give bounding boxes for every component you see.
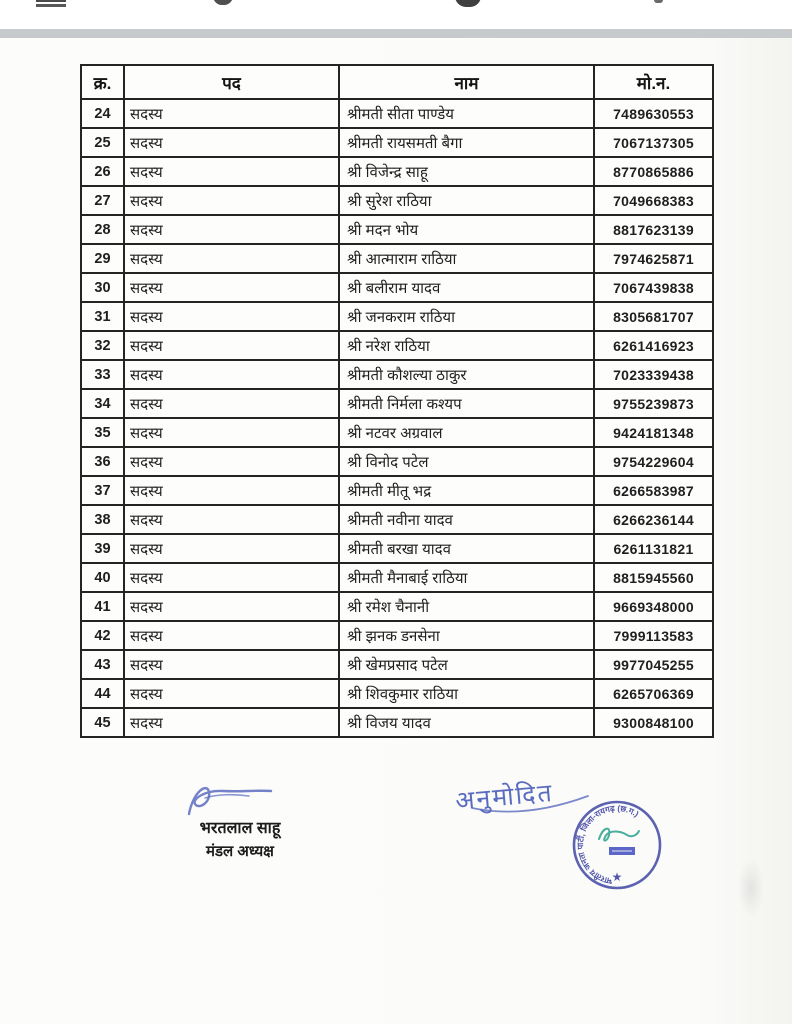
table-row (81, 505, 713, 534)
table-row (81, 650, 713, 679)
serial-cell: 27 (81, 186, 124, 215)
table-row (81, 592, 713, 621)
mobile-cell: 9977045255 (594, 650, 713, 679)
serial-cell: 43 (81, 650, 124, 679)
position-cell: सदस्य (124, 186, 339, 215)
name-cell: श्री नरेश राठिया (339, 331, 594, 360)
serial-cell: 24 (81, 99, 124, 128)
name-cell: श्रीमती मैनाबाई राठिया (339, 563, 594, 592)
mobile-cell: 7974625871 (594, 244, 713, 273)
table-row (81, 215, 713, 244)
position-cell: सदस्य (124, 99, 339, 128)
serial-cell: 29 (81, 244, 124, 273)
position-cell: सदस्य (124, 244, 339, 273)
serial-cell: 44 (81, 679, 124, 708)
mobile-cell: 9754229604 (594, 447, 713, 476)
position-cell: सदस्य (124, 128, 339, 157)
serial-cell: 33 (81, 360, 124, 389)
stamp-inner-signature (599, 829, 639, 841)
name-cell: श्री शिवकुमार राठिया (339, 679, 594, 708)
table-row (81, 186, 713, 215)
mobile-cell: 7067439838 (594, 273, 713, 302)
position-cell: सदस्य (124, 273, 339, 302)
mobile-cell: 6265706369 (594, 679, 713, 708)
name-cell: श्री विजेन्द्र साहू (339, 157, 594, 186)
mobile-cell: 8815945560 (594, 563, 713, 592)
table-row (81, 244, 713, 273)
name-cell: श्रीमती रायसमती बैगा (339, 128, 594, 157)
signatory-name: भरतलाल साहू (199, 820, 281, 837)
toolbar-divider (0, 29, 792, 38)
name-cell: श्रीमती सीता पाण्डेय (339, 99, 594, 128)
header-position: पद (124, 65, 339, 99)
mobile-cell: 7999113583 (594, 621, 713, 650)
mobile-cell: 7049668383 (594, 186, 713, 215)
mobile-cell: 8817623139 (594, 215, 713, 244)
table-row (81, 360, 713, 389)
position-cell: सदस्य (124, 389, 339, 418)
position-cell: सदस्य (124, 679, 339, 708)
rounded-icon[interactable] (455, 0, 481, 7)
serial-cell: 25 (81, 128, 124, 157)
name-cell: श्री बलीराम यादव (339, 273, 594, 302)
name-cell: श्री मदन भोय (339, 215, 594, 244)
serial-cell: 28 (81, 215, 124, 244)
name-cell: श्री सुरेश राठिया (339, 186, 594, 215)
dot-icon[interactable] (654, 0, 663, 3)
stamp-star-icon: ★ (611, 870, 623, 884)
mobile-cell: 8305681707 (594, 302, 713, 331)
members-table (80, 64, 714, 738)
position-cell: सदस्य (124, 331, 339, 360)
mobile-cell: 7067137305 (594, 128, 713, 157)
position-cell: सदस्य (124, 302, 339, 331)
stamp-ring-text: भारतीय जनता पार्टी, जिला-रायगढ़ (छ.ग.) (575, 803, 641, 886)
serial-cell: 40 (81, 563, 124, 592)
handwritten-approval: अनुमोदित (454, 778, 555, 816)
table-row (81, 99, 713, 128)
mobile-cell: 7023339438 (594, 360, 713, 389)
name-cell: श्रीमती नवीना यादव (339, 505, 594, 534)
header-serial: क्र. (81, 65, 124, 99)
position-cell: सदस्य (124, 505, 339, 534)
table-row (81, 389, 713, 418)
position-cell: सदस्य (124, 708, 339, 737)
serial-cell: 38 (81, 505, 124, 534)
position-cell: सदस्य (124, 621, 339, 650)
toolbar-fragments (0, 0, 792, 10)
mobile-cell: 6266583987 (594, 476, 713, 505)
table-row (81, 331, 713, 360)
scanned-document (0, 38, 792, 1024)
mobile-cell: 9669348000 (594, 592, 713, 621)
scan-smudge (738, 858, 764, 918)
table-body (81, 99, 713, 737)
mobile-cell: 8770865886 (594, 157, 713, 186)
name-cell: श्रीमती कौशल्या ठाकुर (339, 360, 594, 389)
name-cell: श्रीमती निर्मला कश्यप (339, 389, 594, 418)
table-row (81, 273, 713, 302)
mobile-cell: 6261131821 (594, 534, 713, 563)
approval-stamp (569, 797, 665, 893)
position-cell: सदस्य (124, 215, 339, 244)
signatory-title: मंडल अध्यक्ष (206, 843, 274, 860)
name-cell: श्रीमती मीतू भद्र (339, 476, 594, 505)
menu-icon[interactable] (36, 0, 66, 2)
table-row (81, 128, 713, 157)
mobile-cell: 6266236144 (594, 505, 713, 534)
table-row (81, 679, 713, 708)
name-cell: श्री रमेश चैनानी (339, 592, 594, 621)
table-row (81, 621, 713, 650)
table-header-row (81, 65, 713, 99)
signatory-block (150, 780, 330, 861)
rounded-icon[interactable] (213, 0, 233, 5)
mobile-cell: 9755239873 (594, 389, 713, 418)
table-row (81, 157, 713, 186)
table-row (81, 418, 713, 447)
serial-cell: 37 (81, 476, 124, 505)
position-cell: सदस्य (124, 592, 339, 621)
name-cell: श्री विनोद पटेल (339, 447, 594, 476)
table-row (81, 476, 713, 505)
serial-cell: 30 (81, 273, 124, 302)
position-cell: सदस्य (124, 534, 339, 563)
name-cell: श्री झनक डनसेना (339, 621, 594, 650)
serial-cell: 41 (81, 592, 124, 621)
name-cell: श्रीमती बरखा यादव (339, 534, 594, 563)
serial-cell: 39 (81, 534, 124, 563)
name-cell: श्री नटवर अग्रवाल (339, 418, 594, 447)
table-row (81, 708, 713, 737)
position-cell: सदस्य (124, 360, 339, 389)
table-row (81, 447, 713, 476)
header-name: नाम (339, 65, 594, 99)
serial-cell: 35 (81, 418, 124, 447)
position-cell: सदस्य (124, 157, 339, 186)
table-row (81, 563, 713, 592)
mobile-cell: 7489630553 (594, 99, 713, 128)
mobile-cell: 9300848100 (594, 708, 713, 737)
serial-cell: 32 (81, 331, 124, 360)
mobile-cell: 6261416923 (594, 331, 713, 360)
header-mobile: मो.न. (594, 65, 713, 99)
menu-icon[interactable] (36, 4, 66, 7)
table-row (81, 302, 713, 331)
position-cell: सदस्य (124, 650, 339, 679)
name-cell: श्री जनकराम राठिया (339, 302, 594, 331)
serial-cell: 42 (81, 621, 124, 650)
serial-cell: 36 (81, 447, 124, 476)
serial-cell: 34 (81, 389, 124, 418)
serial-cell: 26 (81, 157, 124, 186)
serial-cell: 45 (81, 708, 124, 737)
name-cell: श्री खेमप्रसाद पटेल (339, 650, 594, 679)
position-cell: सदस्य (124, 476, 339, 505)
table-row (81, 534, 713, 563)
serial-cell: 31 (81, 302, 124, 331)
name-cell: श्री आत्माराम राठिया (339, 244, 594, 273)
position-cell: सदस्य (124, 563, 339, 592)
mobile-cell: 9424181348 (594, 418, 713, 447)
position-cell: सदस्य (124, 447, 339, 476)
position-cell: सदस्य (124, 418, 339, 447)
name-cell: श्री विजय यादव (339, 708, 594, 737)
